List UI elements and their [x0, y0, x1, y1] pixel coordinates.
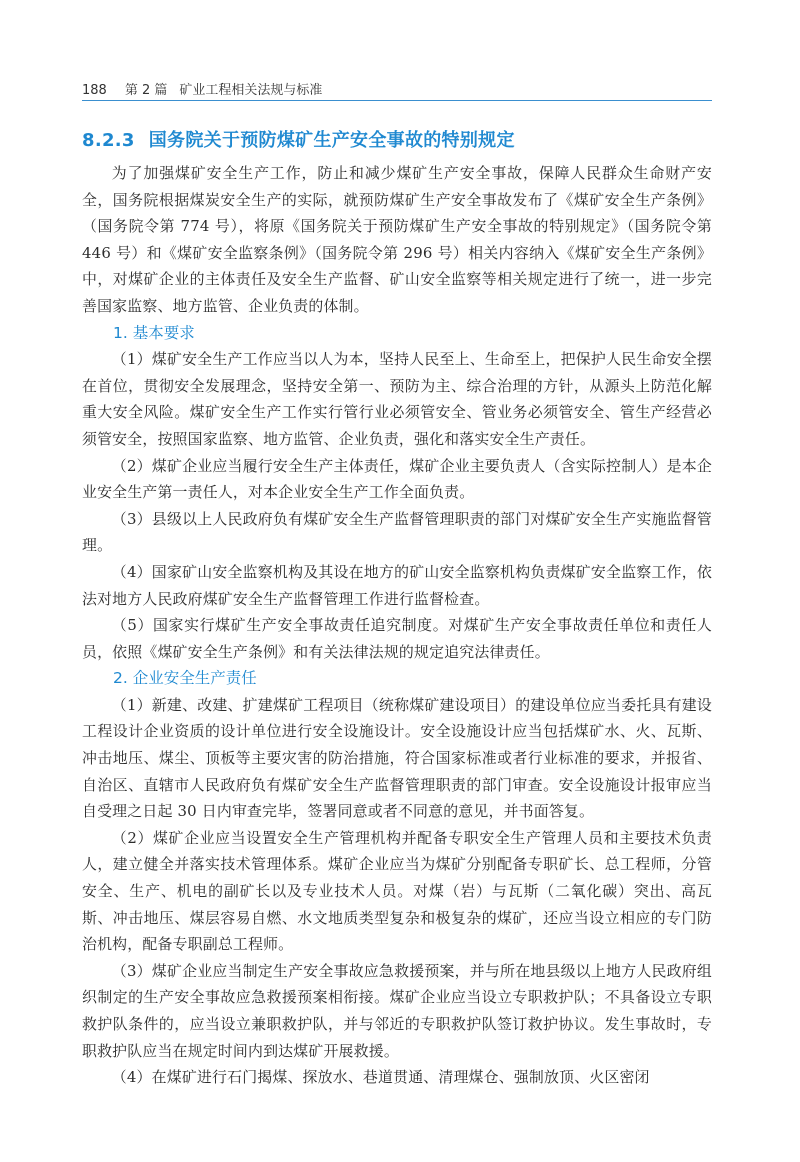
running-header — [82, 74, 712, 98]
section-title — [82, 126, 712, 152]
part-title: 矿业工程相关法规与标准 — [179, 83, 323, 98]
paragraph: （5）国家实行煤矿生产安全事故责任追究制度。对煤矿生产安全事故责任单位和责任人员，依照《煤矿安全生产条例》和有关法律法规的规定追究法律责任。 — [82, 616, 712, 661]
paragraph: （2）煤矿企业应当履行安全生产主体责任，煤矿企业主要负责人（含实际控制人）是本企业安全生产第一责任人，对本企业安全生产工作全面负责。 — [82, 456, 712, 502]
page-number: 188 — [82, 83, 107, 98]
part-label: 第 2 篇 — [124, 83, 168, 98]
paragraph: （3）煤矿企业应当制定生产安全事故应急救援预案，并与所在地县级以上地方人民政府组织制定的生产安全事故应急救援预案相衔接。煤矿企业应当设立专职救护队；不具备设立专职救护队条件的，应当设立兼职救护队，并与邻近的专职救护队签订救护协议。发生事故时，专职救护队应当在规定时间内到达煤矿开展救援。 — [82, 961, 712, 1060]
header-rule — [82, 100, 712, 101]
intro-paragraph: 为了加强煤矿安全生产工作，防止和减少煤矿生产安全事故，保障人民群众生命财产安全，国务院根据煤炭安全生产的实际，就预防煤矿生产安全事故发布了《煤矿安全生产条例》（国务院令第 774 号），将原《国务院关于预防煤矿生产安全事故的特别规定》（国务院令第 446 号）和《煤矿安全监察条例》（国务院令第 296 号）相关内容纳入《煤矿安全生产条例》中，对煤矿企业的主体责任及安全生产监督、矿山安全监察等相关规定进行了统一，进一步完善国家监察、地方监管、企业负责的体制。 — [82, 164, 712, 315]
paragraph: （3）县级以上人民政府负有煤矿安全生产监督管理职责的部门对煤矿安全生产实施监督管理。 — [82, 509, 712, 555]
subsection-heading-enterprise-responsibility: 2. 企业安全生产责任 — [113, 669, 257, 688]
paragraph: （1）煤矿安全生产工作应当以人为本，坚持人民至上、生命至上，把保护人民生命安全摆在首位，贯彻安全发展理念，坚持安全第一、预防为主、综合治理的方针，从源头上防范化解重大安全风险。煤矿安全生产工作实行管行业必须管安全、管业务必须管安全、管生产经营必须管安全，按照国家监察、地方监管、企业负责，强化和落实安全生产责任。 — [82, 350, 712, 448]
paragraph: （4）国家矿山安全监察机构及其设在地方的矿山安全监察机构负责煤矿安全监察工作，依法对地方人民政府煤矿安全生产监督管理工作进行监督检查。 — [82, 562, 712, 608]
body-text — [82, 160, 712, 1091]
paragraph: （1）新建、改建、扩建煤矿工程项目（统称煤矿建设项目）的建设单位应当委托具有建设工程设计企业资质的设计单位进行安全设施设计。安全设施设计应当包括煤矿水、火、瓦斯、冲击地压、煤尘、顶板等主要灾害的防治措施，符合国家标准或者行业标准的要求，并报省、自治区、直辖市人民政府负有煤矿安全生产监督管理职责的部门审查。安全设施设计报审应当自受理之日起 30 日内审查完毕，签署同意或者不同意的意见，并书面答复。 — [82, 695, 712, 821]
paragraph: （2）煤矿企业应当设置安全生产管理机构并配备专职安全生产管理人员和主要技术负责人，建立健全并落实技术管理体系。煤矿企业应当为煤矿分别配备专职矿长、总工程师，分管安全、生产、机电的副矿长以及专业技术人员。对煤（岩）与瓦斯（二氧化碳）突出、高瓦斯、冲击地压、煤层容易自燃、水文地质类型复杂和极复杂的煤矿，还应当设立相应的专门防治机构，配备专职副总工程师。 — [82, 828, 712, 954]
subsection-heading-basic-requirements: 1. 基本要求 — [113, 323, 195, 342]
section-number: 8.2.3 — [82, 130, 135, 151]
paragraph: （4）在煤矿进行石门揭煤、探放水、巷道贯通、清理煤仓、强制放顶、火区密闭 — [111, 1068, 650, 1087]
section-title-text: 国务院关于预防煤矿生产安全事故的特别规定 — [148, 130, 515, 151]
